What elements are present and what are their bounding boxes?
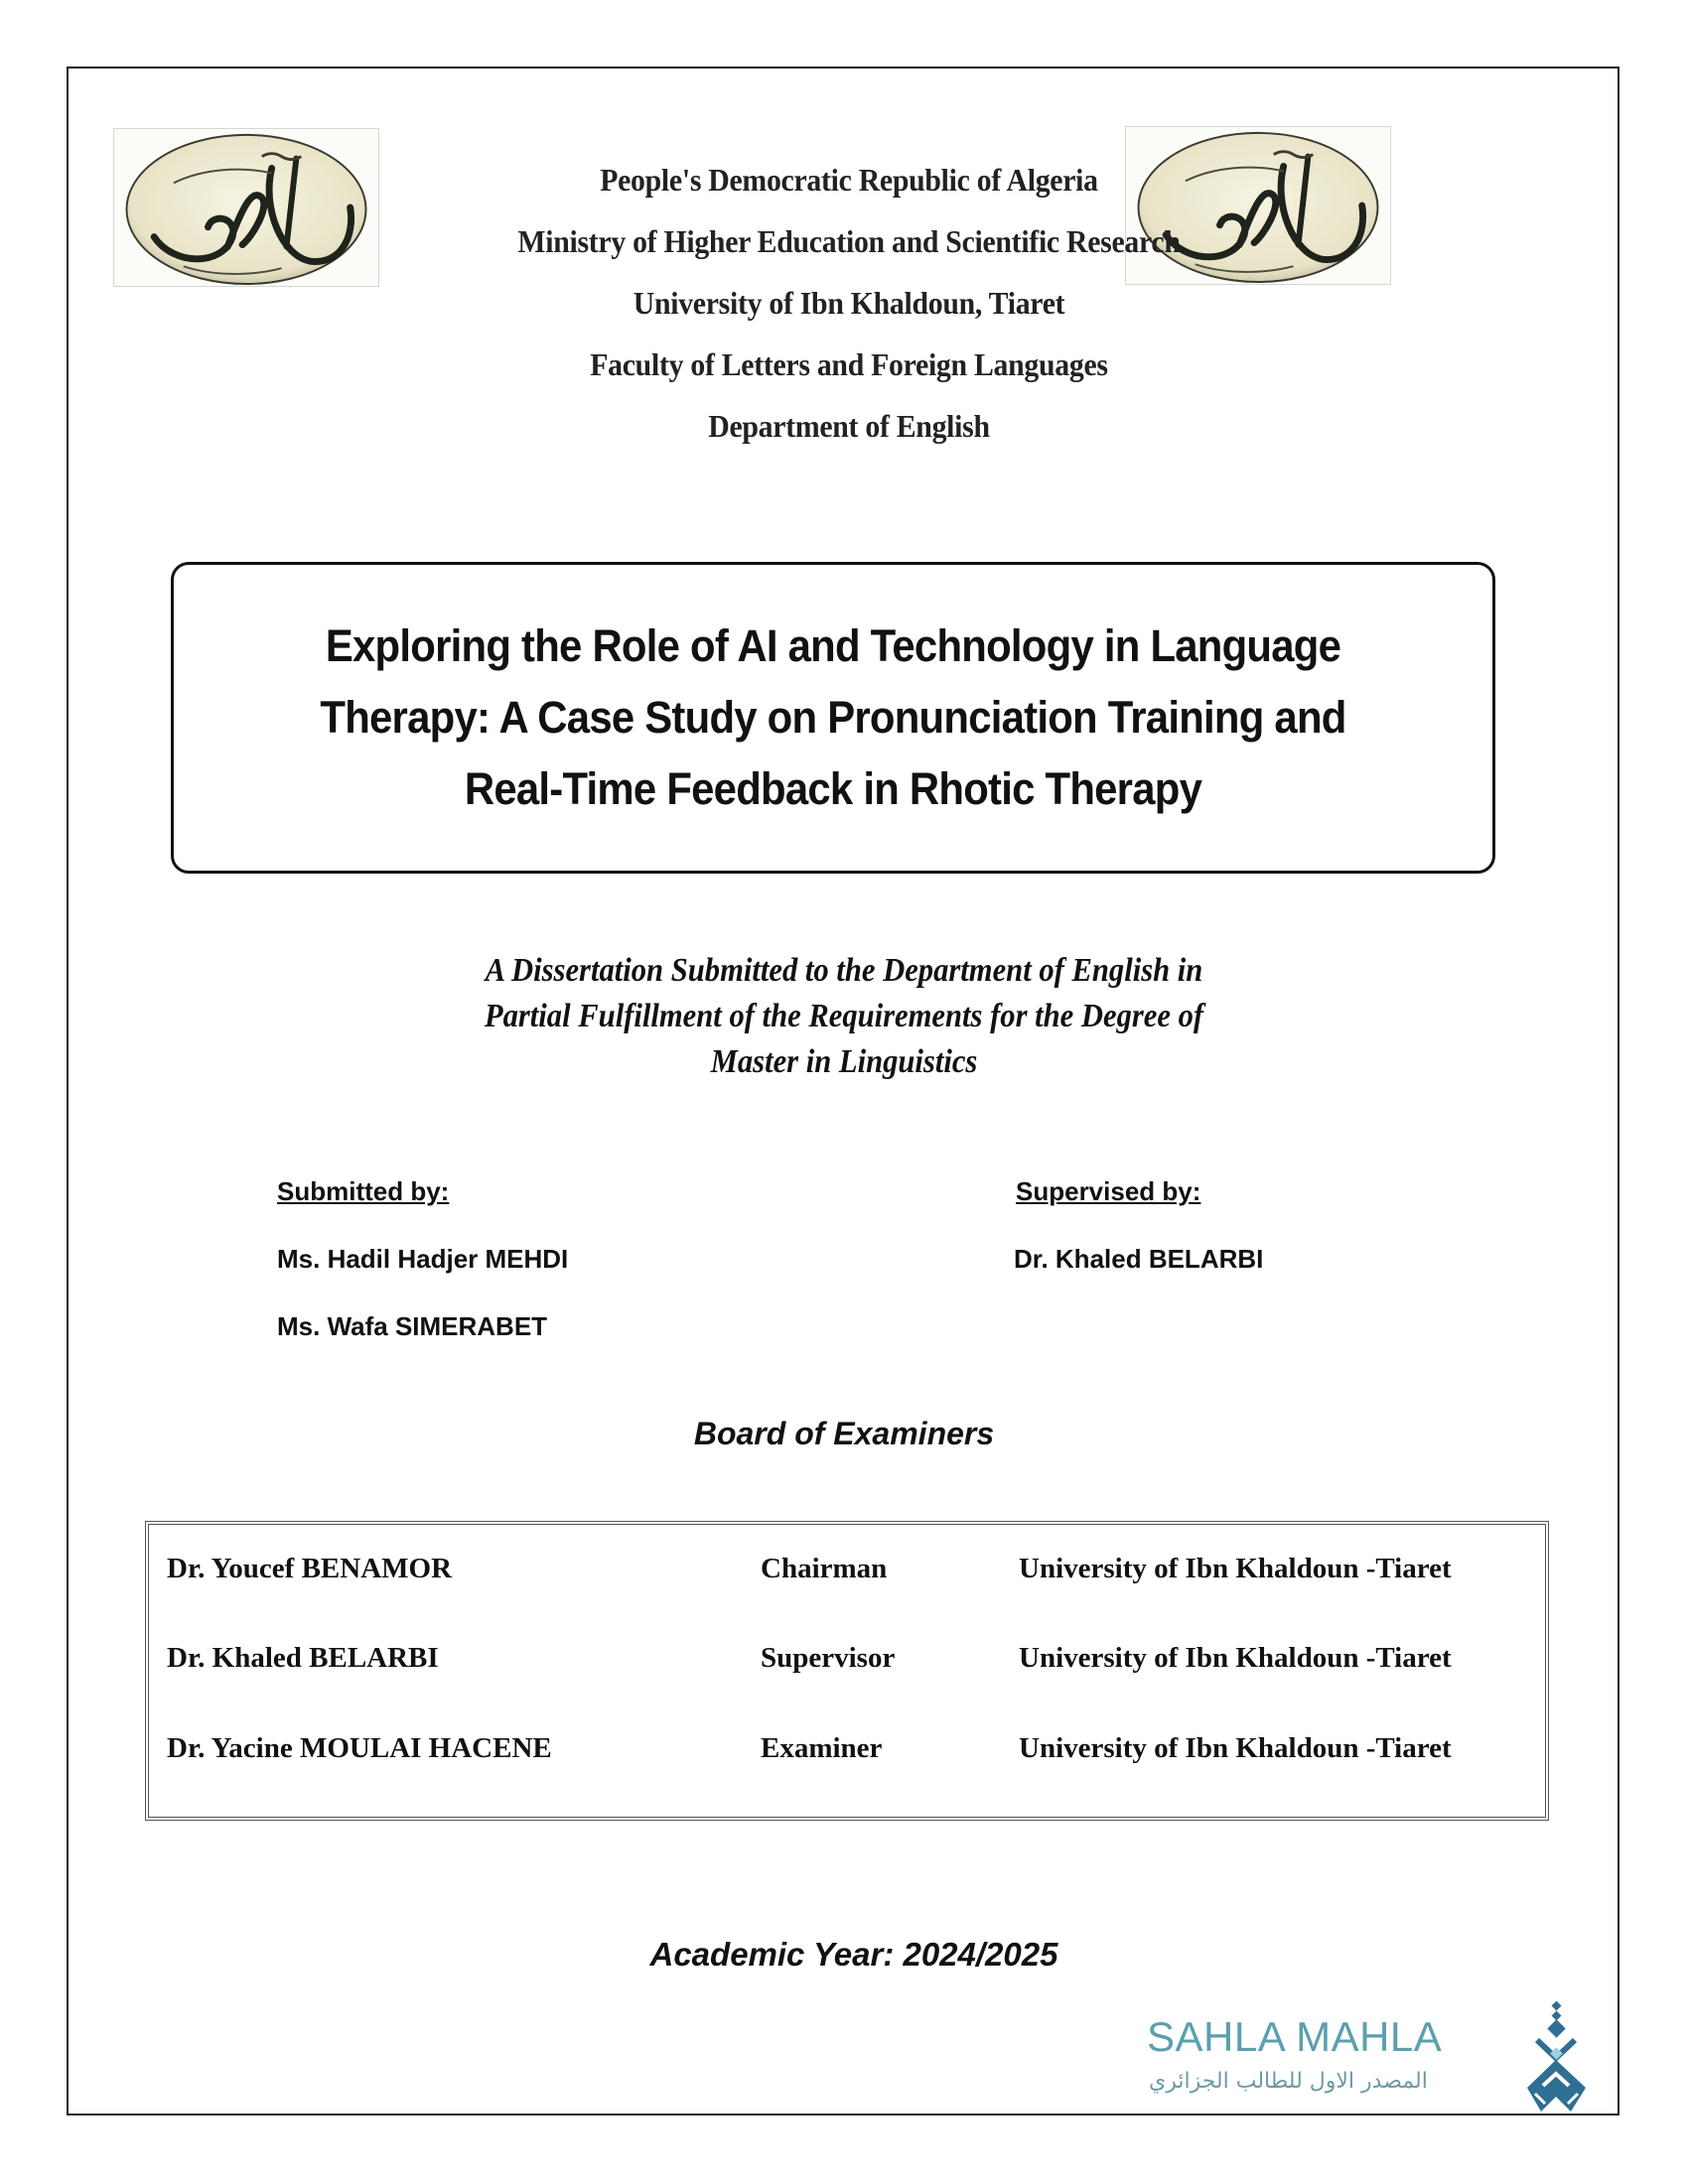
title-box [171,562,1495,874]
academic-year: Academic Year: 2024/2025 [649,1936,1058,1973]
examiner-name: Dr. Khaled BELARBI [167,1642,439,1674]
table-row [149,1553,1545,1592]
student-name: Ms. Hadil Hadjer MEHDI [277,1244,569,1274]
subtitle-line: Partial Fulfillment of the Requirements for the Degree of [484,998,1204,1034]
header-country: People's Democratic Republic of Algeria [600,162,1098,198]
examiner-role: Chairman [761,1553,888,1584]
university-seal-icon [114,129,378,286]
dissertation-title [251,611,1415,825]
submitted-by-label: Submitted by: [277,1176,450,1206]
sahla-mahla-emblem-icon [1519,2000,1594,2119]
institution-header [377,149,1321,457]
header-faculty: Faculty of Letters and Foreign Languages [590,346,1108,382]
header-university: University of Ibn Khaldoun, Tiaret [633,285,1065,321]
examiner-institution: University of Ibn Khaldoun -Tiaret [1019,1642,1452,1674]
student-name: Ms. Wafa SIMERABET [277,1311,548,1341]
supervised-by-label: Supervised by: [1016,1176,1201,1206]
title-line: Exploring the Role of AI and Technology in Language [325,620,1341,671]
watermark-brand: SAHLA MAHLA [1147,2013,1443,2060]
supervisor-name: Dr. Khaled BELARBI [1014,1244,1264,1274]
examiner-institution: University of Ibn Khaldoun -Tiaret [1019,1553,1452,1584]
title-line: Therapy: A Case Study on Pronunciation Training and [320,692,1346,743]
board-title: Board of Examiners [693,1416,995,1451]
dissertation-subtitle [298,948,1390,1085]
table-row [149,1732,1545,1772]
board-table [145,1521,1549,1821]
header-ministry: Ministry of Higher Education and Scientific Research [517,223,1181,259]
examiner-role: Supervisor [761,1642,896,1674]
watermark-tagline: المصدر الاول للطالب الجزائري [1149,2069,1428,2094]
examiner-name: Dr. Yacine MOULAI HACENE [167,1732,552,1764]
subtitle-line: Master in Linguistics [710,1043,978,1080]
examiner-institution: University of Ibn Khaldoun -Tiaret [1019,1732,1452,1764]
table-row [149,1642,1545,1682]
examiner-role: Examiner [761,1732,883,1764]
header-department: Department of English [708,408,990,444]
title-line: Real-Time Feedback in Rhotic Therapy [464,763,1202,814]
sahla-mahla-watermark [1147,2005,1614,2115]
examiner-name: Dr. Youcef BENAMOR [167,1553,453,1584]
subtitle-line: A Dissertation Submitted to the Department of English in [485,952,1203,989]
university-seal-left [113,128,379,287]
